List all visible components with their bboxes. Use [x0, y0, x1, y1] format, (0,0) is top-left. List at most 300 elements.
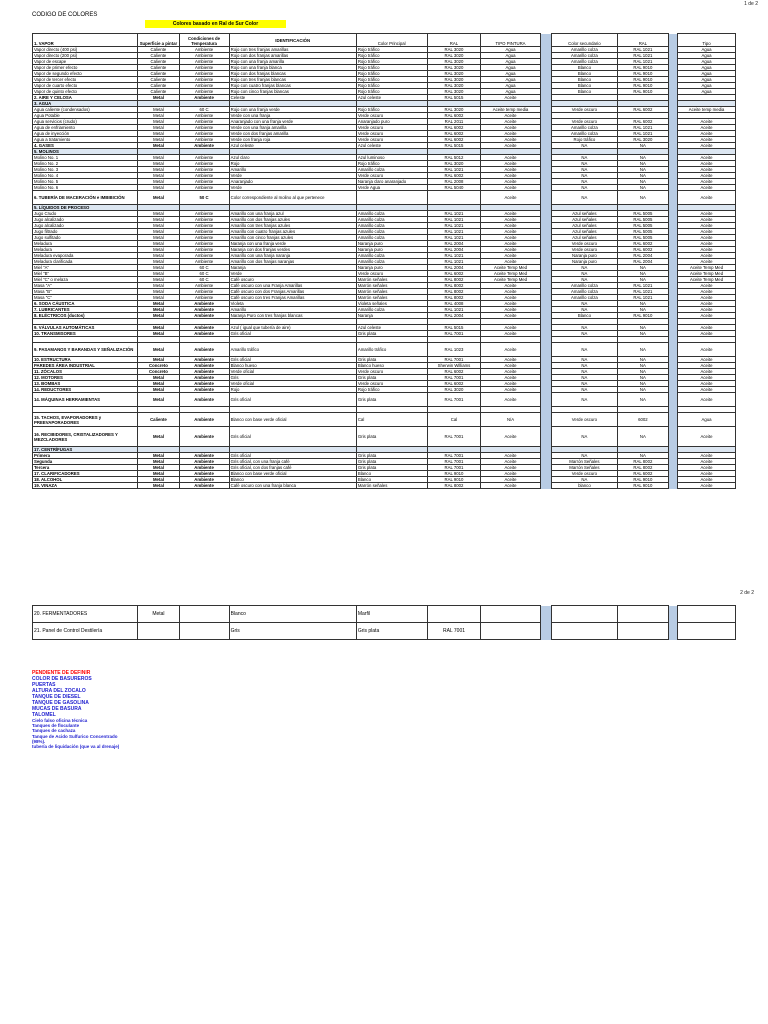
cell-surface: Metal [138, 606, 179, 623]
cell-identification: Café oscuro con tres Franjas Amarillas [229, 295, 356, 301]
cell-item: Tercera [33, 465, 138, 471]
cell-paint-type: Aceite [481, 357, 540, 363]
cell-ral-secondary: RAL 5005 [617, 217, 668, 223]
cell-item: Miel "A" [33, 265, 138, 271]
cell-conditions: Ambiente [179, 283, 229, 289]
cell-type: Aceite [678, 295, 736, 301]
cell-type: Aceite Temp Med [678, 271, 736, 277]
cell-identification: Gris oficial, con dos franjas café [229, 465, 356, 471]
cell-type: Aceite [678, 363, 736, 369]
cell-conditions: Ambiente [179, 65, 229, 71]
cell-surface: Caliente [138, 65, 179, 71]
cell-paint-type: Aceite [481, 173, 540, 179]
cell-secondary-color: NA [552, 477, 618, 483]
cell-ral-secondary: NA [617, 143, 668, 149]
cell-main-color: Rojo tráfico [356, 387, 427, 393]
cell-main-color: Rojo tráfico [356, 65, 427, 71]
cell-type: Aceite [678, 131, 736, 137]
cell-type: Aceite [678, 289, 736, 295]
cell-identification: Blanco [229, 606, 356, 623]
cell-identification: Gris [229, 375, 356, 381]
cell-conditions: Ambiente [179, 325, 229, 331]
cell-item: 9. VÁLVULAS AUTOMÁTICAS [33, 325, 138, 331]
cell-conditions: Ambiente [179, 137, 229, 143]
cell-item: 19. VINAZA [33, 483, 138, 489]
cell-type: Aceite [678, 343, 736, 357]
color-code-table [32, 33, 736, 489]
cell-item: 3. AGUA [33, 101, 138, 107]
cell-identification: Café oscuro con dos Franjas Amarillas [229, 289, 356, 295]
cell-conditions: Ambiente [179, 471, 229, 477]
cell-main-color: Verde Agua [356, 185, 427, 191]
cell-main-color: Marrón señales [356, 483, 427, 489]
page-number: 2 de 2 [740, 590, 754, 596]
color-code-table-page2 [32, 605, 736, 640]
blue-divider [669, 393, 678, 407]
cell-identification: Amarillo con una franja azul [229, 211, 356, 217]
cell-surface: Metal [138, 223, 179, 229]
cell-identification: Gris oficial [229, 357, 356, 363]
cell-type: Aceite [678, 173, 736, 179]
cell-surface: Metal [138, 185, 179, 191]
cell-main-color: Anaranjado puro [356, 119, 427, 125]
cell-secondary-color: Verde oscuro [552, 413, 618, 427]
cell-item: Vapor de cuarto efecto [33, 83, 138, 89]
cell-secondary-color: NA [552, 161, 618, 167]
cell-type: Aceite Temp Med [678, 265, 736, 271]
cell-main-color: Azul celeste [356, 95, 427, 101]
header-identification: IDENTIFICACIÓN [229, 34, 356, 47]
cell-main-color: Amarillo tráfico [356, 343, 427, 357]
cell-item: 15. TACHOS, EVAPORADORES y PREEVAPORADORES [33, 413, 138, 427]
cell-paint-type: Aceite [481, 331, 540, 337]
header-section: 1. VAPOR [33, 34, 138, 47]
blue-divider [540, 427, 552, 447]
blue-divider [669, 191, 678, 205]
pending-title: PENDIENTE DE DEFINIR [32, 670, 91, 676]
cell-paint-type: Aceite [481, 301, 540, 307]
cell-item: PAREDES ÁREA INDUSTRIAL [33, 363, 138, 369]
cell-surface: Caliente [138, 47, 179, 53]
pending-item: TANQUE DE GASOLINA [32, 700, 89, 706]
cell-item: Molino No. 3 [33, 167, 138, 173]
cell-ral: RAL 3020 [427, 53, 481, 59]
cell-ral: RAL 1021 [427, 223, 481, 229]
cell-paint-type: Aceite [481, 363, 540, 369]
cell-secondary-color: Blanco [552, 71, 618, 77]
cell-identification: Azul celeste [229, 143, 356, 149]
cell-ral: RAL 1021 [427, 235, 481, 241]
cell-surface: Caliente [138, 77, 179, 83]
cell-surface: Metal [138, 453, 179, 459]
cell-item: Vapor de tercer efecto [33, 77, 138, 83]
cell-paint-type: Aceite [481, 471, 540, 477]
cell-surface: Metal [138, 179, 179, 185]
cell-ral-secondary: NA [617, 325, 668, 331]
cell-type: Agua [678, 47, 736, 53]
cell-item: Miel "B" [33, 271, 138, 277]
cell-conditions: Ambiente [179, 375, 229, 381]
cell-ral: RAL 7001 [427, 453, 481, 459]
cell-paint-type: Agua [481, 59, 540, 65]
cell-surface: Metal [138, 331, 179, 337]
cell-conditions: Ambiente [179, 47, 229, 53]
cell-surface: Metal [138, 427, 179, 447]
cell-paint-type: Agua [481, 77, 540, 83]
cell-secondary-color: Blanco [552, 89, 618, 95]
cell-type: Agua [678, 77, 736, 83]
cell-identification: Rojo [229, 387, 356, 393]
blue-divider [540, 606, 552, 623]
cell-main-color: Verde oscuro [356, 271, 427, 277]
cell-identification: Color correspondiente al molino al que pertenece [229, 191, 356, 205]
cell-type: Aceite [678, 191, 736, 205]
cell-type: Aceite [678, 217, 736, 223]
cell-ral-secondary: RAL 5005 [617, 223, 668, 229]
cell-conditions: Ambiente [179, 143, 229, 149]
cell-conditions: Ambiente [179, 179, 229, 185]
cell-main-color: Violeta señales [356, 301, 427, 307]
cell-item: Segunda [33, 459, 138, 465]
cell-paint-type: Agua [481, 47, 540, 53]
cell-conditions: Ambiente [179, 307, 229, 313]
cell-main-color: Verde oscuro [356, 369, 427, 375]
cell-conditions: Ambiente [179, 331, 229, 337]
cell-ral-secondary: RAL 3020 [617, 137, 668, 143]
cell-paint-type: Aceite [481, 131, 540, 137]
cell-conditions: Ambiente [179, 125, 229, 131]
cell-identification: Gris oficial, con una franja café [229, 459, 356, 465]
cell-item: Vapor de segundo efecto [33, 71, 138, 77]
cell-ral: RAL 7001 [427, 459, 481, 465]
cell-ral: RAL 1021 [427, 253, 481, 259]
cell-item: Agua de inyección [33, 131, 138, 137]
cell-surface: Metal [138, 137, 179, 143]
cell-surface: Metal [138, 459, 179, 465]
cell-ral-secondary: RAL 1021 [617, 59, 668, 65]
cell-main-color: Amarillo colza [356, 235, 427, 241]
cell-paint-type: Agua [481, 65, 540, 71]
cell-ral: RAL 8002 [427, 483, 481, 489]
cell-main-color: Rojo tráfico [356, 47, 427, 53]
cell-paint-type: Aceite [481, 155, 540, 161]
cell-ral: RAL 2004 [427, 241, 481, 247]
cell-identification: Naranja con una franja verde [229, 241, 356, 247]
cell-paint-type: Aceite [481, 387, 540, 393]
cell-main-color: Gris plata [356, 453, 427, 459]
header-main-color: Color Principal [356, 34, 427, 47]
cell-ral-secondary: NA [617, 369, 668, 375]
cell-conditions: 60 C [179, 107, 229, 113]
cell-identification: Verde con una franja [229, 113, 356, 119]
cell-type [678, 606, 736, 623]
cell-identification: Rojo con cinco franjas blancas [229, 89, 356, 95]
cell-ral: RAL 3020 [427, 59, 481, 65]
cell-item: 6. SODA CÁUSTICA [33, 301, 138, 307]
cell-secondary-color: NA [552, 357, 618, 363]
cell-main-color: Gris plata [356, 357, 427, 363]
cell-ral-secondary: RAL 6002 [617, 107, 668, 113]
cell-ral-secondary: RAL 9010 [617, 65, 668, 71]
cell-secondary-color: NA [552, 393, 618, 407]
cell-main-color: Verde oscuro [356, 131, 427, 137]
cell-ral-secondary: NA [617, 277, 668, 283]
cell-ral-secondary: RAL 5005 [617, 211, 668, 217]
cell-paint-type: Aceite [481, 283, 540, 289]
cell-ral-secondary: RAL 9010 [617, 77, 668, 83]
cell-surface: Concreto [138, 369, 179, 375]
cell-type: Aceite [678, 211, 736, 217]
cell-conditions: Ambiente [179, 229, 229, 235]
cell-ral-secondary: NA [617, 173, 668, 179]
cell-ral: RAL 6002 [427, 173, 481, 179]
cell-item: Molino No. 4 [33, 173, 138, 179]
cell-type: Aceite [678, 143, 736, 149]
cell-main-color: Gris plata [356, 375, 427, 381]
cell-secondary-color: NA [552, 301, 618, 307]
header-secondary-color: Color secundario [552, 34, 618, 47]
cell-type: Aceite [678, 313, 736, 319]
cell-paint-type: Aceite [481, 381, 540, 387]
cell-item: 14. MÁQUINAS HERRAMIENTAS [33, 393, 138, 407]
cell-ral: RAL 6002 [427, 131, 481, 137]
cell-surface: Caliente [138, 413, 179, 427]
cell-type: Aceite [678, 393, 736, 407]
cell-paint-type: Aceite [481, 427, 540, 447]
cell-identification: Amarillo [229, 307, 356, 313]
cell-identification: Amarillo con dos franjas naranjas [229, 259, 356, 265]
cell-surface: Metal [138, 229, 179, 235]
cell-item: 9. PASAMANOS Y BARANDAS Y SEÑALIZACIÓN [33, 343, 138, 357]
cell-surface: Metal [138, 217, 179, 223]
cell-secondary-color: Amarillo colza [552, 47, 618, 53]
cell-surface: Metal [138, 167, 179, 173]
cell-ral: RAL 5015 [427, 325, 481, 331]
cell-item: Agua a tratamiento [33, 137, 138, 143]
cell-secondary-color: NA [552, 271, 618, 277]
cell-paint-type: Aceite [481, 241, 540, 247]
cell-ral: RAL 8002 [427, 277, 481, 283]
cell-identification: Gris [229, 623, 356, 640]
blue-divider [669, 427, 678, 447]
cell-secondary-color: Azul señales [552, 217, 618, 223]
cell-secondary-color: Azul señales [552, 229, 618, 235]
cell-conditions: 60 C [179, 277, 229, 283]
cell-ral: RAL 3020 [427, 47, 481, 53]
table-row [33, 483, 736, 489]
cell-secondary-color: NA [552, 381, 618, 387]
cell-secondary-color: Amarillo colza [552, 295, 618, 301]
cell-type: Aceite [678, 235, 736, 241]
header-paint-type: TIPO PINTURA [481, 34, 540, 47]
cell-item: Agua servicios (crudo) [33, 119, 138, 125]
cell-identification: Café oscuro con una franja blanca [229, 483, 356, 489]
cell-item: Jugo filtrado [33, 229, 138, 235]
cell-ral-secondary [617, 606, 668, 623]
table-header-row [33, 34, 736, 47]
cell-conditions: Ambiente [179, 77, 229, 83]
cell-main-color: Amarillo colza [356, 229, 427, 235]
cell-ral-secondary: RAL 6002 [617, 247, 668, 253]
cell-ral [427, 191, 481, 205]
cell-type: Agua [678, 53, 736, 59]
cell-type: Aceite [678, 471, 736, 477]
cell-conditions: Ambiente [179, 223, 229, 229]
cell-surface: Metal [138, 313, 179, 319]
cell-type: Aceite temp media [678, 107, 736, 113]
cell-surface: Concreto [138, 363, 179, 369]
cell-paint-type: Aceite [481, 325, 540, 331]
cell-identification: Anaranjado [229, 179, 356, 185]
cell-conditions: Ambiente [179, 459, 229, 465]
header-type: Tipo [678, 34, 736, 47]
cell-identification: Gris oficial [229, 453, 356, 459]
cell-type: Aceite [678, 229, 736, 235]
cell-identification: Gris oficial [229, 331, 356, 337]
cell-secondary-color: NA [552, 369, 618, 375]
cell-paint-type: Aceite Temp Med [481, 271, 540, 277]
pending-item: tubería de liquidación (que va al drenaje) [32, 744, 120, 750]
cell-surface: Metal [138, 393, 179, 407]
cell-ral: RAL 8002 [427, 283, 481, 289]
cell-identification: Amarillo con cinco franjas azules [229, 235, 356, 241]
cell-item: Molino No. 6 [33, 185, 138, 191]
cell-surface: Metal [138, 295, 179, 301]
cell-type: Aceite [678, 167, 736, 173]
cell-paint-type: Aceite Temp Med [481, 277, 540, 283]
cell-paint-type: Aceite [481, 393, 540, 407]
cell-identification: Amarillo [229, 167, 356, 173]
cell-secondary-color: Verde oscuro [552, 241, 618, 247]
cell-surface: Metal [138, 131, 179, 137]
cell-paint-type: Aceite [481, 313, 540, 319]
cell-main-color: Amarillo colza [356, 253, 427, 259]
cell-item: Molino No. 2 [33, 161, 138, 167]
cell-secondary-color: Verde oscuro [552, 119, 618, 125]
cell-main-color: Marfil [356, 606, 427, 623]
cell-identification: Amarillo con una franja naranja [229, 253, 356, 259]
pending-item: COLOR DE BASUREROS [32, 676, 92, 682]
cell-identification: Azul ( igual que tubería de aire) [229, 325, 356, 331]
cell-conditions: Ambiente [179, 369, 229, 375]
cell-item: 11. ZÓCALOS [33, 369, 138, 375]
cell-main-color: Azul celeste [356, 143, 427, 149]
cell-ral: RAL 1021 [427, 217, 481, 223]
cell-secondary-color: NA [552, 375, 618, 381]
cell-paint-type: Aceite [481, 343, 540, 357]
cell-main-color: Amarillo colza [356, 217, 427, 223]
cell-ral-secondary: RAL 1021 [617, 47, 668, 53]
cell-item: 17. CLARIFICADORES [33, 471, 138, 477]
cell-identification: Blanco con base verde oficial [229, 413, 356, 427]
cell-ral: RAL 5040 [427, 185, 481, 191]
cell-identification: Rojo con una franja blanca [229, 65, 356, 71]
cell-ral: RAL 3020 [427, 89, 481, 95]
cell-identification: Blanco con base verde oficial [229, 471, 356, 477]
cell-surface: Metal [138, 265, 179, 271]
cell-ral: RAL 6002 [427, 113, 481, 119]
cell-paint-type: Aceite [481, 235, 540, 241]
cell-surface: Metal [138, 307, 179, 313]
blue-divider [669, 413, 678, 427]
cell-paint-type [481, 623, 540, 640]
cell-ral: RAL 3020 [427, 107, 481, 113]
cell-paint-type: Aceite [481, 247, 540, 253]
cell-identification: Celeste [229, 95, 356, 101]
cell-ral-secondary: RAL 2004 [617, 259, 668, 265]
blue-divider [540, 413, 552, 427]
cell-paint-type: Aceite [481, 289, 540, 295]
cell-surface: Metal [138, 119, 179, 125]
cell-secondary-color: Azul señales [552, 235, 618, 241]
pending-item: TANQUE DE DIESEL [32, 694, 81, 700]
cell-main-color: Naranja claro anaranjado [356, 179, 427, 185]
cell-ral-secondary: NA [617, 453, 668, 459]
cell-type: Aceite [678, 465, 736, 471]
cell-secondary-color: Blanco [552, 313, 618, 319]
cell-secondary-color: NA [552, 179, 618, 185]
cell-surface [138, 623, 179, 640]
cell-paint-type: Agua [481, 71, 540, 77]
cell-conditions: Ambiente [179, 393, 229, 407]
cell-secondary-color: Amarillo colza [552, 59, 618, 65]
cell-identification: Rojo con dos franjas blancas [229, 71, 356, 77]
cell-conditions: Ambiente [179, 343, 229, 357]
pending-item: ALTURA DEL ZOCALO [32, 688, 86, 694]
cell-secondary-color: NA [552, 265, 618, 271]
cell-type: Aceite [678, 307, 736, 313]
cell-ral: RAL 2008 [427, 179, 481, 185]
cell-ral: RAL 9010 [427, 471, 481, 477]
cell-main-color: Blanco hueso [356, 363, 427, 369]
cell-secondary-color: Amarillo colza [552, 131, 618, 137]
cell-ral: RAL 1021 [427, 229, 481, 235]
cell-surface: Metal [138, 465, 179, 471]
cell-secondary-color: Marrón Señales [552, 465, 618, 471]
cell-ral: RAL 7001 [427, 427, 481, 447]
cell-identification: Amarillo con dos franjas azules [229, 217, 356, 223]
cell-ral-secondary: NA [617, 363, 668, 369]
header-ral: RAL [427, 34, 481, 47]
cell-conditions: Ambiente [179, 167, 229, 173]
cell-paint-type: Aceite [481, 95, 540, 101]
cell-ral-secondary: RAL 1021 [617, 295, 668, 301]
cell-conditions: Ambiente [179, 185, 229, 191]
cell-surface: Metal [138, 95, 179, 101]
table-row [33, 623, 736, 640]
cell-conditions: Ambiente [179, 363, 229, 369]
cell-ral-secondary: NA [617, 265, 668, 271]
cell-ral-secondary: NA [617, 387, 668, 393]
cell-identification: Café oscuro [229, 277, 356, 283]
cell-paint-type: Aceite [481, 259, 540, 265]
cell-item: Meladura [33, 247, 138, 253]
cell-type [678, 623, 736, 640]
cell-main-color: Gris plata [356, 623, 427, 640]
cell-conditions: Ambiente [179, 247, 229, 253]
cell-surface: Caliente [138, 53, 179, 59]
cell-ral: RAL 7001 [427, 375, 481, 381]
cell-paint-type: Aceite [481, 179, 540, 185]
cell-conditions: 60 C [179, 265, 229, 271]
cell-secondary-color: Azul señales [552, 211, 618, 217]
cell-paint-type: Aceite [481, 477, 540, 483]
cell-conditions: Ambiente [179, 289, 229, 295]
cell-surface: Caliente [138, 71, 179, 77]
cell-conditions: Ambiente [179, 235, 229, 241]
cell-surface: Metal [138, 173, 179, 179]
cell-item: 21. Panel de Control Destilería [33, 623, 138, 640]
